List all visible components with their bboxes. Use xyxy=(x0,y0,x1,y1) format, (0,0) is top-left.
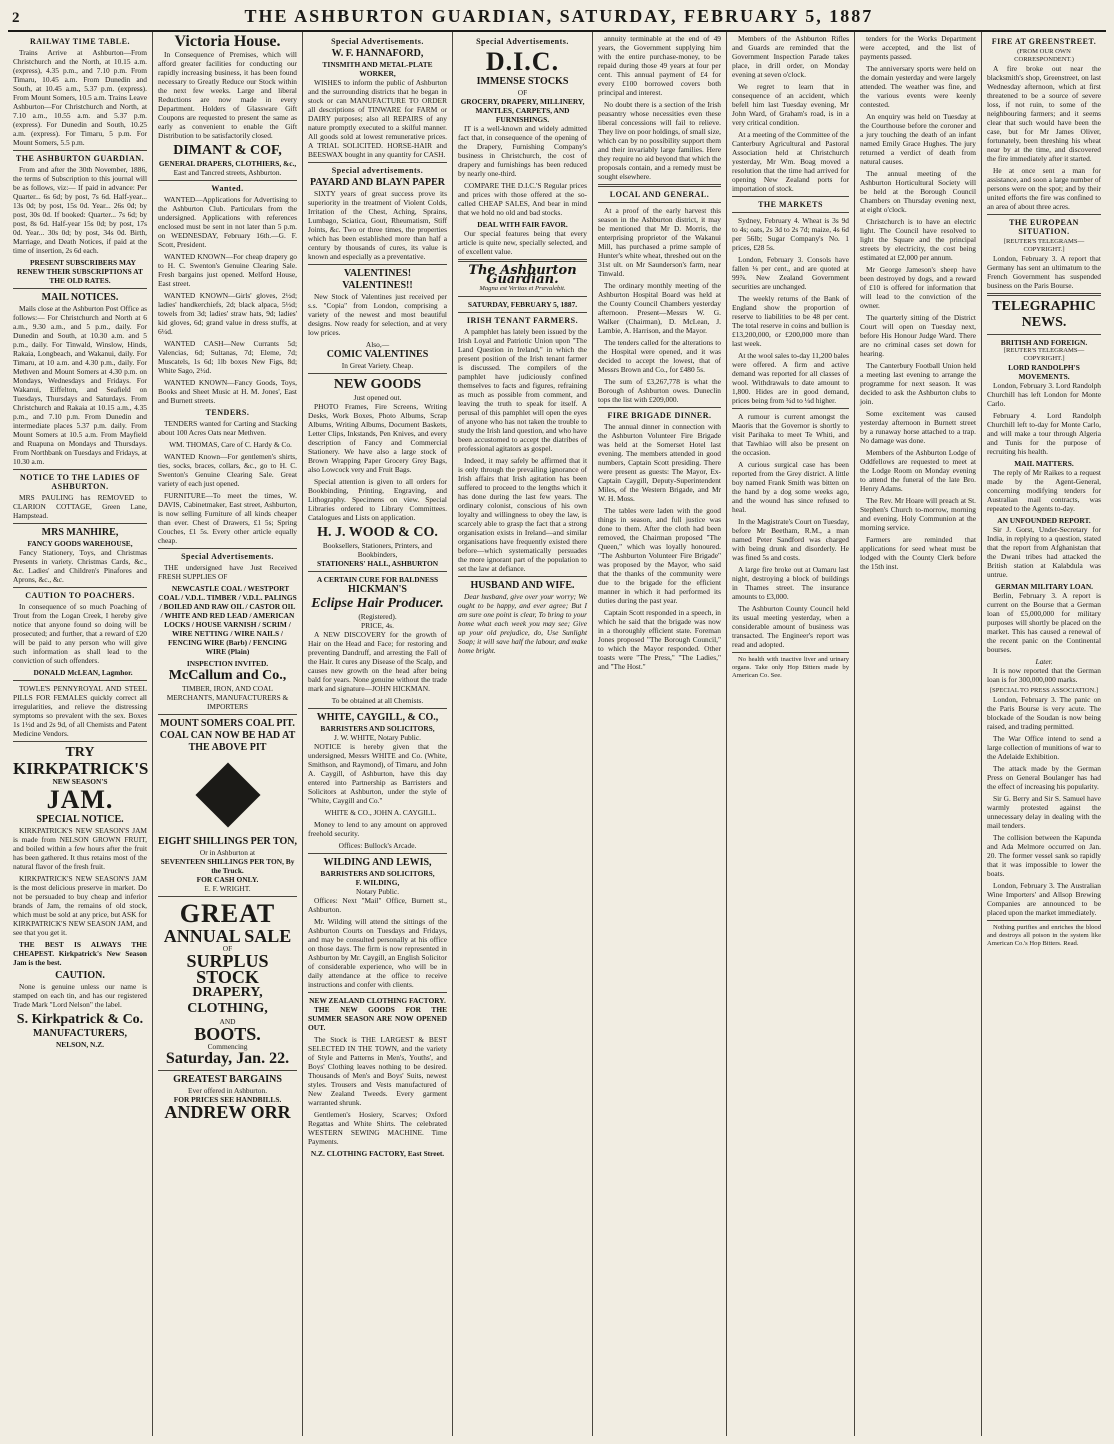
greatest-bargains: GREATEST BARGAINS xyxy=(173,1074,282,1085)
special-text-2: KIRKPATRICK'S NEW SEASON'S JAM is the most delicious preserve in market. Do not be persuaded to buy cheap and inferior brands of Jam, the remains of old stock, which must be sold at any price, but ASK for KIRKPATRICK'S NEW SEASON JAM, and see that you get it. xyxy=(13,874,147,937)
col6-text-6: In the Magistrate's Court on Tuesday, before Mr Beetham, R.M., a man named Peter Sandford was charged with being drunk and disorderly. He was fined 5s and costs. xyxy=(732,517,849,562)
randolph-text: London, February 3. Lord Randolph Churchill has left London for Monte Carlo. xyxy=(987,381,1101,408)
dimant-sub: GENERAL DRAPERS, CLOTHIERS, &c., xyxy=(158,159,297,168)
also-text: Also,— xyxy=(365,340,390,349)
reuters-copyright: [REUTER'S TELEGRAMS—COPYRIGHT.] xyxy=(1003,347,1085,362)
caution-heading: CAUTION. xyxy=(55,970,105,981)
markets-text: Sydney, February 4. Wheat is 3s 9d to 4s; oats, 2s 3d to 2s 7d; maize, 4s 6d per 56lb; Sugar Company's No. 1 prices, £28 5s. xyxy=(732,216,849,252)
compare-text: COMPARE THE D.I.C.'S Regular prices and prices with those offered at the so-called CHEAP SALES, And bear in mind that we hold no old and bad stocks. xyxy=(458,181,587,217)
registered-text: (Registered). xyxy=(358,612,397,621)
stationers-hall: STATIONERS' HALL, ASHBURTON xyxy=(316,559,439,568)
markets-text-4: At the wool sales to-day 11,200 bales were offered. A firm and active demand was reported for all classes of wool. Withdrawals to date amount to 1,800. Hides are in good demand, prices being from ¾d to ¼d higher. xyxy=(732,351,849,405)
col6-text-2: We regret to learn that in consequence of an accident, which befell him last Tuesday evening, Mr John Ward, of Graham's road, is in a very critical condition. xyxy=(732,82,849,127)
wanted-text-5: WANTED KNOWN—Fancy Goods, Toys, Books and Sheet Music at H. M. Jones', East and Burnett streets. xyxy=(158,378,297,405)
fwilding-heading: F. WILDING, xyxy=(355,878,400,887)
tenders-text: TENDERS wanted for Carting and Stacking about 100 Acres Oats near Methven. xyxy=(158,419,297,437)
eight-sub: Or in Ashburton at xyxy=(199,848,256,857)
col7-text-7: The quarterly sitting of the District Court will open on Tuesday next, before His Honour Judge Ward. There are no criminal cases set down for hearing. xyxy=(860,313,976,358)
mail-matters-heading: MAIL MATTERS. xyxy=(1014,459,1074,468)
col7-text-3: An enquiry was held on Tuesday at the Courthouse before the coroner and a jury touching the death of an infant named Emily Grace Hughes. The jury returned a verdict of death from natural causes. xyxy=(860,112,976,166)
valentines-text: New Stock of Valentines just received per s.s. "Copia" from London, comprising a variety of the newest and most beautiful designs. Now ready for selection, and at very low prices. xyxy=(308,292,447,337)
col7-text-10: Members of the Ashburton Lodge of Oddfellows are requested to meet at the Lodge Room on Monday evening to attend the funeral of the late Bro. Henry Adams. xyxy=(860,448,976,493)
local-text-2: The ordinary monthly meeting of the Ashburton Hospital Board was held at the County Council Chambers yesterday afternoon. Present—Messrs W. G. Walker (Chairman), D. McLean, J. Lambie, A. Harrison, and the Mayor. xyxy=(598,281,721,335)
col6-text-1: Members of the Ashburton Rifles and Guards are reminded that the Government Inspection Parade takes place, in drill order, on Monday evening at seven o'clock. xyxy=(732,34,849,79)
col7-text-6: Mr George Jameson's sheep have been destroyed by dogs, and a reward of £10 is offered for information that will lead to the conviction of the owner. xyxy=(860,265,976,310)
press-text-5: The collision between the Kapunda and Ada Melmore occurred on Jan. 20. The former vessel sank so rapidly that it was impossible to lower the boats. xyxy=(987,833,1101,878)
mccallum-heading: McCallum and Co., xyxy=(168,668,287,683)
nameplate: The Ashburton Guardian. xyxy=(468,263,577,287)
commencing-text: Commencing xyxy=(207,1042,248,1051)
later-heading: Later. xyxy=(1035,657,1053,666)
payard-heading: PAYARD AND BLAYN PAPER xyxy=(310,177,445,188)
page-number: 2 xyxy=(12,10,20,26)
dic-heading: D.I.C. xyxy=(485,47,560,76)
saturday-heading: Saturday, Jan. 22. xyxy=(165,1050,290,1067)
clothing-text: THE NEW GOODS FOR THE SUMMER SEASON ARE NOW OPENED OUT. xyxy=(308,1005,447,1032)
press-text-4: Sir G. Berry and Sir S. Samuel have warmly protested against the unnecessary delay in dealing with the mail tenders. xyxy=(987,794,1101,830)
clothing-sign: N.Z. CLOTHING FACTORY, East Street. xyxy=(310,1149,445,1158)
motto: Magna est Veritas et Prævalebit. xyxy=(479,285,566,292)
wanted-text-4: WANTED CASH—New Currants 5d; Valencias, 6d; Sultanas, 7d; Eleme, 7d; Muscatels, 1s 6d; 1lb boxes New Figs, 8d; White Sago, 2½d. xyxy=(158,339,297,375)
local-text-1: At a proof of the early harvest this season in the Ashburton district, it may be mentioned that Mr D. Morris, the enterprising proprietor of the Wakanui Mill, has purchased a prime sample of Hunter's white wheat, threshed out on the 31st ult. on Mr Saunderson's farm, near Tinwald. xyxy=(598,206,721,278)
specials-heading: Special advertisements. xyxy=(331,166,424,175)
wright-sign: E. F. WRIGHT. xyxy=(204,884,251,893)
irish-heading: IRISH TENANT FARMERS. xyxy=(466,316,579,325)
randolph-heading: LORD RANDOLPH'S MOVEMENTS. xyxy=(1008,363,1080,381)
hannaford-text: WISHES to inform the public of Ashburton and the surrounding districts that he began in stock or can MANUFACTURE TO ORDER all descriptions of TINWARE for FARM or DAIRY purposes; also all REPAIRS of any nature promptly executed to a skilful manner. All goods sold at lowest remunerative prices. A TRIAL SOLICITED. HORSE-HAIR and BEESWAX bought in any quantity for CASH. xyxy=(308,78,447,159)
of-text-4: OF xyxy=(517,88,528,97)
euro-text: London, February 3. A report that Germany has sent an ultimatum to the French Government has suspended business on the Paris Bourse. xyxy=(987,254,1101,290)
telegraphic-heading: TELEGRAPHIC NEWS. xyxy=(992,299,1096,330)
unfounded-heading: AN UNFOUNDED REPORT. xyxy=(997,516,1091,525)
euro-heading: THE EUROPEAN SITUATION. xyxy=(1009,218,1079,236)
manhire-text: Fancy Stationery, Toys, and Christmas Presents in variety. Christmas Cards, &c., &c. Ladies' and Children's Pinafores and Aprons, &c., &c. xyxy=(13,548,147,584)
mail-matters-text: The reply of Mr Raikes to a request made by the Agent-General, concerning modifying tenders for Australian mail contracts, was repeated to the Agents to-day. xyxy=(987,468,1101,513)
try-text: TRY xyxy=(65,745,95,760)
fire-dinner-text-2: The tables were laden with the good things in season, and full justice was done to them. After the cloth had been removed, the Chairman proposed "The Queen," which was loyally honoured. "The Ashburton Volunteer Fire Brigade" was proposed by the Mayor, who said that the thanks of the community were due to the brigade for the efficient manner in which it had performed its duties during the past year. xyxy=(598,506,721,605)
announce-heading: Special Advertisements. xyxy=(181,552,274,561)
eclipse-heading: Eclipse Hair Producer. xyxy=(311,596,444,611)
newspaper-title: THE ASHBURTON GUARDIAN, SATURDAY, FEBRUARY 5, 1887 xyxy=(244,6,874,26)
wanted-text-2: WANTED KNOWN—For cheap drapery go to H. C. Swenton's Genuine Clearing Sale. Fresh bargains just opened. Melford House, East street. xyxy=(158,252,297,288)
unfounded-text: Sir J. Gorst, Under-Secretary for India, in replying to a question, stated that the report from Afghanistan that the Dwani tribes had attacked the British station at Kalabdula was untrue. xyxy=(987,525,1101,579)
markets-heading: THE MARKETS xyxy=(758,200,823,209)
irish-text: A pamphlet has lately been issued by the Irish Loyal and Patriotic Union upon "The Land Question in Ireland," in which the present position of the Irish tenant farmer is discussed. The compilers of the pamphlet have judiciously confined themselves to facts and figures, refraining as much as possible from comment, and leaving the truth to speak for itself. A perusal of this pamphlet will open the eyes of anyone who has not taken the trouble to study the Irish land question, and who have been accustomed to accept the diatribes of professional agitators as gospel. xyxy=(458,327,587,453)
col6-text-7: A large fire broke out at Oamaru last night, destroying a block of buildings in Thames street. The insurance amounts to £3,000. xyxy=(732,565,849,601)
boots-heading: BOOTS. xyxy=(194,1024,261,1044)
notary-text: J. W. WHITE, Notary Public. xyxy=(334,733,421,742)
col7-text-2: The anniversary sports were held on the domain yesterday and were largely attended. The weather was fine, and the various events were keenly contested. xyxy=(860,64,976,109)
local-text-4: The sum of £3,267,778 is what the Borough of Ashburton owes. Duneclin tops the list with £209,000. xyxy=(598,377,721,404)
column-2 xyxy=(153,32,303,1436)
white-heading: WHITE, CAYGILL, & CO., xyxy=(316,712,439,723)
coal-text: COAL CAN NOW BE HAD AT THE ABOVE PIT xyxy=(159,730,296,753)
greenstreet-text: A fire broke out near the blacksmith's shop, Greenstreet, on last Wednesday afternoon, which at first threatened to be a source of severe loss, if not ruin, to some of the neighbouring farmers; and it seems clear that such would have been the case, but for Mr James Oliver, fortunately, been threshing his wheat near by at the time, and discovered the fire immediately after it started. xyxy=(987,64,1101,163)
obtained-text: To be obtained at all Chemists. xyxy=(331,696,424,705)
husband-heading: HUSBAND AND WIFE. xyxy=(470,580,575,591)
inspection-text: INSPECTION INVITED. xyxy=(186,659,269,668)
coal-list: NEWCASTLE COAL / WESTPORT COAL / V.D.L. TIMBER / V.D.L. PALINGS / BOILED AND RAW OIL / CASTOR OIL / WHITE AND RED LEAD / AMERICAN LOCKS / HOUSE VARNISH / SCRIM / WIRE NETTING / WIRE NAILS / FENCING WIRE (Barb) / FENCING WIRE (Plain) xyxy=(158,584,297,656)
greenstreet-sub: (FROM OUR OWN CORRESPONDENT.) xyxy=(1014,48,1074,63)
mail-text: Mails close at the Ashburton Post Office as follows:— For Christchurch and North at 6 a.m., 9.30 a.m., and 5 p.m., daily. For Dunedin and South, at 10.30 a.m. and 5 p.m., daily. For Tinwald, Winslow, Hinds, Rakaia, Longbeach, and Wakanui, daily. For Timaru, at 10 a.m. and 4.30 p.m., daily. For Methven and Mount Somers at 4.30 p.m. on Mondays, Wednesdays and Fridays. For Wakanui, Eiffelton, and Seafield on Tuesdays, Thursdays and Saturdays. From Christchurch and Rakaia at 10.15 a.m., 4.35 p.m., and 7.10 p.m. From Dunedin and intermediate places 5.37 p.m. daily. From Mount Somers at 10.5 a.m. From Mayfield and Ruapuna on Mondays and Thursdays. From Northbank on Tuesdays and Fridays, at 10.30 a.m. xyxy=(13,304,147,466)
surplus-heading: SURPLUS STOCK xyxy=(186,951,269,987)
clothing-heading: NEW ZEALAND CLOTHING FACTORY. xyxy=(309,996,446,1005)
mccallum-sub: TIMBER, IRON, AND COAL MERCHANTS, MANUFACTURERS & IMPORTERS xyxy=(166,684,289,711)
markets-text-3: The weekly returns of the Bank of England show the proportion of reserve to liabilities to be 48 per cent. The total reserve in coins and bullion is £13,200,000, or £200,000 more than last week. xyxy=(732,294,849,348)
masthead xyxy=(8,6,1106,32)
poachers-sign: DONALD McLEAN, Lagmhor. xyxy=(33,668,133,677)
randolph-text-2: February 4. Lord Randolph Churchill left to-day for Monte Carlo, and will make a tour through Algeria and Tunis for the purpose of recruiting his health. xyxy=(987,411,1101,456)
great-heading: GREAT xyxy=(179,899,276,928)
announce-text: THE undersigned have Just Received FRESH SUPPLIES OF xyxy=(158,563,297,581)
irish-text-2: Indeed, it may safely be affirmed that it is only through the prevailing ignorance of Irish affairs that Irish agitation has been suffered to proceed to the lengths which it has done during the last few years. The ordinary colonist, conscious of his own loyalty and willingness to obey the law, is scarcely able to grasp the fact that a strong organisation exists in Ireland—and similar organisations have frequently existed there before—which systematically persuades the more ignorant part of the population to set the law at defiance. xyxy=(458,456,587,573)
press-text-6: London, February 3. The Australian Wine Importers' and Allsop Brewing Companies are announced to be placed upon the market immediately. xyxy=(987,881,1101,917)
grocery-text: GROCERY, DRAPERY, MILLINERY, MANTLES, CARPETS, AND FURNISHINGS. xyxy=(460,97,585,124)
col6-text-3: At a meeting of the Committee of the Canterbury Agricultural and Pastoral Association held at Christchurch yesterday, Mr Wm. Boag moved a resolution that the time had arrived for opening New Zealand ports for importation of stock. xyxy=(732,130,849,193)
local-text-3: The tenders called for the alterations to the Hospital were opened, and it was decided to accept the lowest, that of Messrs Brown and Co., for £480 5s. xyxy=(598,338,721,374)
health-text: Nothing purifies and enriches the blood and destroys all poison in the system like American Co.'s Hop Bitters. Read. xyxy=(987,924,1101,947)
column-6 xyxy=(727,32,855,1436)
masthead-spacer xyxy=(1098,10,1102,27)
local-heading: LOCAL AND GENERAL. xyxy=(609,190,710,199)
new-goods-heading: NEW GOODS xyxy=(333,377,422,392)
wilding-heading: WILDING AND LEWIS, xyxy=(323,857,432,868)
payard-text: SIXTY years of great success prove its superiority in the treatment of Violent Colds, Irritation of the Chest, Aching, Sprains, Lumbago, Sciatica, Gout, Rheumatism, Stiff Joints, &c. Two or three times, the properties which has been established more than half a century by thousands of cures, its value is known and especially as a preventative. xyxy=(308,189,447,261)
wanted-heading: Wanted. xyxy=(211,184,244,193)
money-text: Money to lend to any amount on approved freehold security. xyxy=(308,820,447,838)
col7-text-12: Farmers are reminded that applications for seed wheat must be lodged with the County Clerk before the 15th inst. xyxy=(860,535,976,571)
column-5 xyxy=(593,32,727,1436)
col7-text-8: The Canterbury Football Union held a meeting last evening to arrange the programme for next season. It was decided to ask the Ashburton clubs to join. xyxy=(860,361,976,406)
firm-name: S. Kirkpatrick & Co. xyxy=(16,1012,144,1027)
col6-text-8: The Ashburton County Council held its usual meeting yesterday, when a considerable amount of business was transacted. The Engineer's report was read and adopted. xyxy=(732,604,849,649)
eight-shillings: EIGHT SHILLINGS PER TON, xyxy=(158,836,297,847)
greenstreet-heading: FIRE AT GREENSTREET. xyxy=(991,37,1097,46)
firm-place: NELSON, N.Z. xyxy=(55,1040,105,1049)
deal-text: DEAL WITH FAIR FAVOR. xyxy=(477,220,568,229)
renew-text: PRESENT SUBSCRIBERS MAY RENEW THEIR SUBSCRIPTIONS AT THE OLD RATES. xyxy=(17,258,143,285)
comic-sub: In Great Variety. Cheap. xyxy=(341,361,414,370)
hjwood-heading: H. J. WOOD & CO. xyxy=(317,525,438,540)
press-heading: [SPECIAL TO PRESS ASSOCIATION.] xyxy=(989,687,1099,694)
cash-only: FOR CASH ONLY. xyxy=(196,875,259,884)
german-text: Berlin, February 3. A report is current on the Bourse that a German loan of £5,000,000 for military purposes will shortly be placed on the market. This has caused a renewal of the recent panic on the Continental bourses. xyxy=(987,591,1101,654)
dic-text: IT is a well-known and widely admitted fact that, in consequence of the opening of the Drapery, Furnishing Company's business in Christchurch, the cost of drapery and furnishings has been reduced by nearly one-third. xyxy=(458,124,587,178)
british-foreign: BRITISH AND FOREIGN. xyxy=(1000,338,1088,347)
col7-text-11: The Rev. Mr Hoare will preach at St. Stephen's Church to-morrow, morning and evening. Holy Communion at the morning service. xyxy=(860,496,976,532)
wilding-text: Mr. Wilding will attend the sittings of the Ashburton Courts on Tuesdays and Fridays, and may be consulted personally at his office on those days. The firm is now represented in Ashburton by Mr. Caygill, an English Solicitor of considerable experience, who will be in daily attendance at the office to receive instructions and confer with clients. xyxy=(308,917,447,989)
immense-heading: IMMENSE STOCKS xyxy=(476,76,569,87)
firm-sub: MANUFACTURERS, xyxy=(33,1028,127,1039)
white-sign: WHITE & CO., JOHN A. CAYGILL. xyxy=(324,808,437,817)
notice-text: NOTICE is hereby given that the undersigned, Messrs WHITE and Co. (White, Smithson, and Raymond), of Timaru, and John A. Caygill, of Ashburton, have this day entered into Partnership as Barristers and Solicitors at Ashburton, under the style of "White, Caygill and Co." xyxy=(308,742,447,805)
tenders-heading: TENDERS. xyxy=(205,408,250,417)
valentines-heading: VALENTINES! VALENTINES!! xyxy=(342,268,413,291)
manhire-sub: FANCY GOODS WAREHOUSE, xyxy=(27,539,133,548)
mount-somers-heading: MOUNT SOMERS COAL PIT. xyxy=(160,718,295,729)
annual-sale-heading: ANNUAL SALE xyxy=(163,926,292,946)
col5-text-1: annuity terminable at the end of 49 years, the Government supplying him with the entire purchase-money, to be repaid during those 49 years at four per cent. This annual payment of £4 for every £100 borrowed covers both principal and interest. xyxy=(598,34,721,97)
greenstreet-text-2: He at once sent a man for assistance, and soon a large number of persons were on the spot; and by their united efforts the fire was confined to an area of about three acres. xyxy=(987,166,1101,211)
guardian-heading: THE ASHBURTON GUARDIAN. xyxy=(15,154,145,163)
fire-dinner-text-3: Captain Scott responded in a speech, in which he said that the brigade was now in a thoroughly efficient state. Foreman Jones proposed "The Borough Council," to which the Mayor responded. Other toasts were "The Press," "The Ladies," and "The Host." xyxy=(598,608,721,671)
furniture-text: FURNITURE—To meet the times, W. DAVIS, Cabinetmaker, East street, Ashburton, is now selling Furniture of all kinds cheaper than ever. Chest of Drawers, £1 5s; Spring Couches, £1 5s. Every other article equally cheap. xyxy=(158,491,297,545)
markets-text-2: London, February 3. Consols have fallen ⅛ per cent., and are quoted at 99⅞. New Zealand Government securities are unchanged. xyxy=(732,255,849,291)
col6-text-5: A curious surgical case has been reported from the Grey district. A little boy named Frank Smith was bitten on the hand by a dog some weeks ago, and the wound has since refused to heal. xyxy=(732,460,849,514)
victoria-heading: Victoria House. xyxy=(174,33,281,50)
drapery-heading: DRAPERY, CLOTHING, xyxy=(187,985,268,1016)
col4-heading: Special Advertisements. xyxy=(476,37,569,46)
mail-heading: MAIL NOTICES. xyxy=(41,292,119,303)
wilding-sub: BARRISTERS AND SOLICITORS, xyxy=(320,869,435,878)
press-text-2: The War Office intend to send a large collection of munitions of war to the Adelaide Exhibition. xyxy=(987,734,1101,761)
best-text: THE BEST IS ALWAYS THE CHEAPEST. Kirkpatrick's New Season Jam is the best. xyxy=(13,940,147,967)
cure-heading: A CERTAIN CURE FOR BALDNESS xyxy=(316,575,439,584)
column-4 xyxy=(453,32,593,1436)
jam-heading: JAM. xyxy=(46,785,114,814)
comic-heading: COMIC VALENTINES xyxy=(326,349,429,360)
hannaford-sub: TINSMITH AND METAL-PLATE WORKER, xyxy=(322,60,433,78)
caution-text: None is genuine unless our name is stamped on each tin, and has our registered Trade Mark "Lord Nelson" the label. xyxy=(13,982,147,1009)
wanted-text-3: WANTED KNOWN—Girls' gloves, 2½d; ladies' handkerchiefs, 2d; black alpaca, 5½d; towels from 3d; ladies' straw hats, 9d; ladies' kid gloves, 6d; grand value in dress stuffs, at 6¼d. xyxy=(158,291,297,336)
columns xyxy=(8,32,1106,1436)
new-goods-sub: Just opened out. xyxy=(353,393,402,402)
poachers-heading: CAUTION TO POACHERS. xyxy=(25,591,135,600)
ladies-heading: NOTICE TO THE LADIES OF ASHBURTON. xyxy=(20,473,140,491)
hannaford-heading: W. F. HANNAFORD, xyxy=(331,48,424,59)
col3-heading: Special Advertisements. xyxy=(331,37,424,46)
hjwood-sub: Booksellers, Stationers, Printers, and Bookbinders, xyxy=(322,541,433,559)
german-heading: GERMAN MILITARY LOAN. xyxy=(994,582,1094,591)
col6-text-4: A rumour is current amongst the Maoris that the Governor is shortly to visit Parihaka to meet Te Whiti, and that Tawhiao will also be present on the occasion. xyxy=(732,412,849,457)
clothing-text-2: The Stock is THE LARGEST & BEST SELECTED IN THE TOWN, and the variety of Style and Patterns in Men's, Youths', and Boys' Clothing leaves nothing to be desired. Thousands of Men's and Boys' Suits, newest styles. Trousers and Vests manufactured of New Zealand Tweeds. Every garment warranted shrunk. xyxy=(308,1035,447,1107)
hickman-heading: HICKMAN'S xyxy=(348,584,407,595)
col7-text-4: The annual meeting of the Ashburton Horticultural Society will be held at the Borough Council Chambers on Thursday evening next, at eight o'clock. xyxy=(860,169,976,214)
dimant-heading: DIMANT & COF, xyxy=(173,143,282,158)
stock-text: Special attention is given to all orders for Bookbinding, Printing, Engraving, and Lithography. Specimens on view. Special Libraries ordered to Library Committees. Catalogues and Lists on application. xyxy=(308,477,447,522)
ever-offered: Ever offered in Ashburton. xyxy=(187,1086,268,1095)
husband-text: Dear husband, give over your worry; We ought to be happy, and ever agree; But I am sure one point is clear, To bring to your home what each week you may see; Give up your old prejudice, do, Use Sunlight Soap; it will save half the labour, and make home bright. xyxy=(458,592,587,655)
ladies-text: MRS PAULING has REMOVED to CLARION COTTAGE, Green Lane, Hampstead. xyxy=(13,493,147,520)
special-text: KIRKPATRICK'S NEW SEASON'S JAM is made from NELSON GROWN FRUIT, and boiled within a few hours after the fruit has been gathered. It thus retains most of the natural flavor of the fresh fruit. xyxy=(13,826,147,871)
euro-sub: [REUTER'S TELEGRAMS—COPYRIGHT.] xyxy=(1003,238,1085,253)
hops-text: No health with inactive liver and urinary organs. Take only Hop Bitters made by American Co. See. xyxy=(732,656,849,679)
col7-text-5: Christchurch is to have an electric light. The Council have resolved to light the Square and the principal streets by electricity, the cost being estimated at £2,000 per annum. xyxy=(860,217,976,262)
column-3 xyxy=(303,32,453,1436)
col7-text-1: tenders for the Works Department were accepted, and the list of payments passed. xyxy=(860,34,976,61)
poachers-text: In consequence of so much Poaching of Trout from the Logan Creek, I hereby give notice that anyone found so doing will be prosecuted; and further, that a reward of £20 will be paid to any person who will give such information as shall lead to the conviction of such offenders. xyxy=(13,602,147,665)
price-text: PRICE, 4s. xyxy=(360,621,395,630)
wanted-text-1: WANTED—Applications for Advertising to the Ashburton Club. Particulars from the undersigned. Applications with references enclosed must be sent in not later than 5 p.m. on WEDNESDAY, February 16th.—G. F. Scott, President. xyxy=(158,195,297,249)
white-sub: BARRISTERS AND SOLICITORS, xyxy=(320,724,435,733)
clothing-text-3: Gentlemen's Hosiery, Scarves; Oxford Regattas and White Shirts. The celebrated WESTERN SEWING MACHINE. Time Payments. xyxy=(308,1110,447,1146)
col5-text-2: No doubt there is a section of the Irish peasantry whose necessities even these liberal concessions will fail to relieve. They live on poor holdings, of small size, which can by no possibility support them and their invariably large families. Here they require no aid beyond that which the proposals contain, and a remedy must be sought elsewhere. xyxy=(598,100,721,181)
of-text: OF xyxy=(222,944,233,953)
guardian-text: From and after the 30th November, 1886, the terms of Subscription to this journal will be as follows, viz:— If paid in advance: Per Quarter... 6s 6d; by post, 7s 6d. Half-year... 13s 0d; by post, 15s 0d. Year... 26s 0d; by post, 30s 0d. If booked: Quarter... 7s 6d; by post, 8s 6d. Half-year 15s 0d; by post, 17s 0d. Year... 30s 0d; by post, 34s 0d. Birth, Marriage, and Death Notices, if paid at the time of insertion, 2s 6d each. xyxy=(13,165,147,255)
fire-dinner-heading: FIRE BRIGADE DINNER. xyxy=(607,411,712,420)
col7-text-9: Some excitement was caused yesterday afternoon in Burnett street by a runaway horse attached to a trap. No damage was done. xyxy=(860,409,976,445)
dateline: SATURDAY, FEBRUARY 5, 1887. xyxy=(467,300,578,309)
railway-heading: RAILWAY TIME TABLE. xyxy=(30,37,130,46)
dimant-place: East and Tancred streets, Ashburton. xyxy=(173,168,282,177)
and-text: AND xyxy=(219,1017,236,1026)
column-8 xyxy=(982,32,1106,1436)
kirkpatrick-heading: KIRKPATRICK'S xyxy=(13,759,149,778)
manhire-heading: MRS MANHIRE, xyxy=(41,527,119,538)
kirkpatrick-sub: NEW SEASON'S xyxy=(52,777,108,786)
andrew-orr: ANDREW ORR xyxy=(164,1102,291,1122)
seventeen-shillings: SEVENTEEN SHILLINGS PER TON, By the Truck. xyxy=(160,857,295,875)
new-goods-text: PHOTO Frames, Fire Screens, Writing Desks, Work Boxes, Photo Albums, Scrap Albums, Writing Albums, Document Baskets, Letter Clips, Inkstands, Pen Knives, and every description of Fancy and Commercial Stationery. We have also a large stock of Brown Wrapping Paper Grocery Grey Bags, also Lowcock very and Fruit Bags. xyxy=(308,402,447,474)
press-text: London, February 3. The panic on the Paris Bourse is very acute. The blockade of the Soudan is now being raised, and trading permitted. xyxy=(987,695,1101,731)
fire-dinner-text: The annual dinner in connection with the Ashburton Volunteer Fire Brigade was held at the Somerset Hotel last evening. The members attended in good numbers, Captain Scott presiding. There were present as guests: The Mayor, Ex-Captain Caygill, Deputy-Superintendent Miles, of the Western Brigade, and Mr W. H. Moss. xyxy=(598,422,721,503)
special-features-text: Our special features being that every article is quite new, specially selected, and of excellent value. xyxy=(458,229,587,256)
wilding-office: Offices: Next "Mail" Office, Burnett st., Ashburton. xyxy=(308,896,447,914)
victoria-text: In Consequence of Premises, which will afford greater facilities for conducting our rapidly increasing business, it has been found necessary to Greatly Reduce our Stock within the next few weeks. Large and liberal Reductions are now made in every Department. Holders of Glassware Gift Coupons are requested to present the same as early as convenient to enable the Gift Distribution to be satisfactorily closed. xyxy=(158,50,297,140)
eclipse-text: A NEW DISCOVERY for the growth of Hair on the Head and Face; for restoring and preventing Dandruff, and arresting the Fall of the Hair. It cures any Disease of the Scalp, and causes new growth on the head after being bald for years. None genuine without the trade mark and signature—JOHN HICKMAN. xyxy=(308,630,447,693)
diamond-ornament xyxy=(195,762,260,827)
press-text-3: The attack made by the German Press on General Boulanger has had the effect of increasing his popularity. xyxy=(987,764,1101,791)
fwilding-sub: Notary Public. xyxy=(355,887,400,896)
column-7 xyxy=(855,32,982,1436)
later-text: It is now reported that the German loan is for 300,000,000 marks. xyxy=(987,666,1101,684)
special-heading: SPECIAL NOTICE. xyxy=(36,814,124,825)
towle-text: TOWLE'S PENNYROYAL AND STEEL PILLS FOR FEMALES quickly correct all irregularities, and relieve the distressing symptoms so prevalent with the sex. Boxes 1s 1½d and 2s 9d, of all Chemists and Patent Medicine Vendors. xyxy=(13,684,147,738)
railway-text: Trains Arrive at Ashburton—From Christchurch and the North, at 10.15 a.m. (express), 4.35 p.m., and 7.10 p.m. From Timaru, 10.45 a.m. From Dunedin and South, at 10.45 a.m., 5.37 p.m. (express). From Mount Somers, 10.5 a.m. Trains Leave Ashburton—For Christchurch and North, at 7.10 a.m., 10.55 a.m. and 5.37 p.m. (express). For Dunedin and South, 10.25 a.m. (express). For Timaru, 5 p.m. For Mount Somers, 5.5 p.m. xyxy=(13,48,147,147)
prices-text: FOR PRICES SEE HANDBILLS. xyxy=(173,1095,282,1104)
column-1 xyxy=(8,32,153,1436)
tenders-sign: WM. THOMAS, Care of C. Hardy & Co. xyxy=(169,440,292,449)
offices-text: Offices: Bullock's Arcade. xyxy=(338,841,417,850)
wanted-text-6: WANTED Known—For gentlemen's shirts, ties, socks, braces, collars, &c., go to H. C. Swenton's Genuine Clearing Sale. Great variety of each just opened. xyxy=(158,452,297,488)
